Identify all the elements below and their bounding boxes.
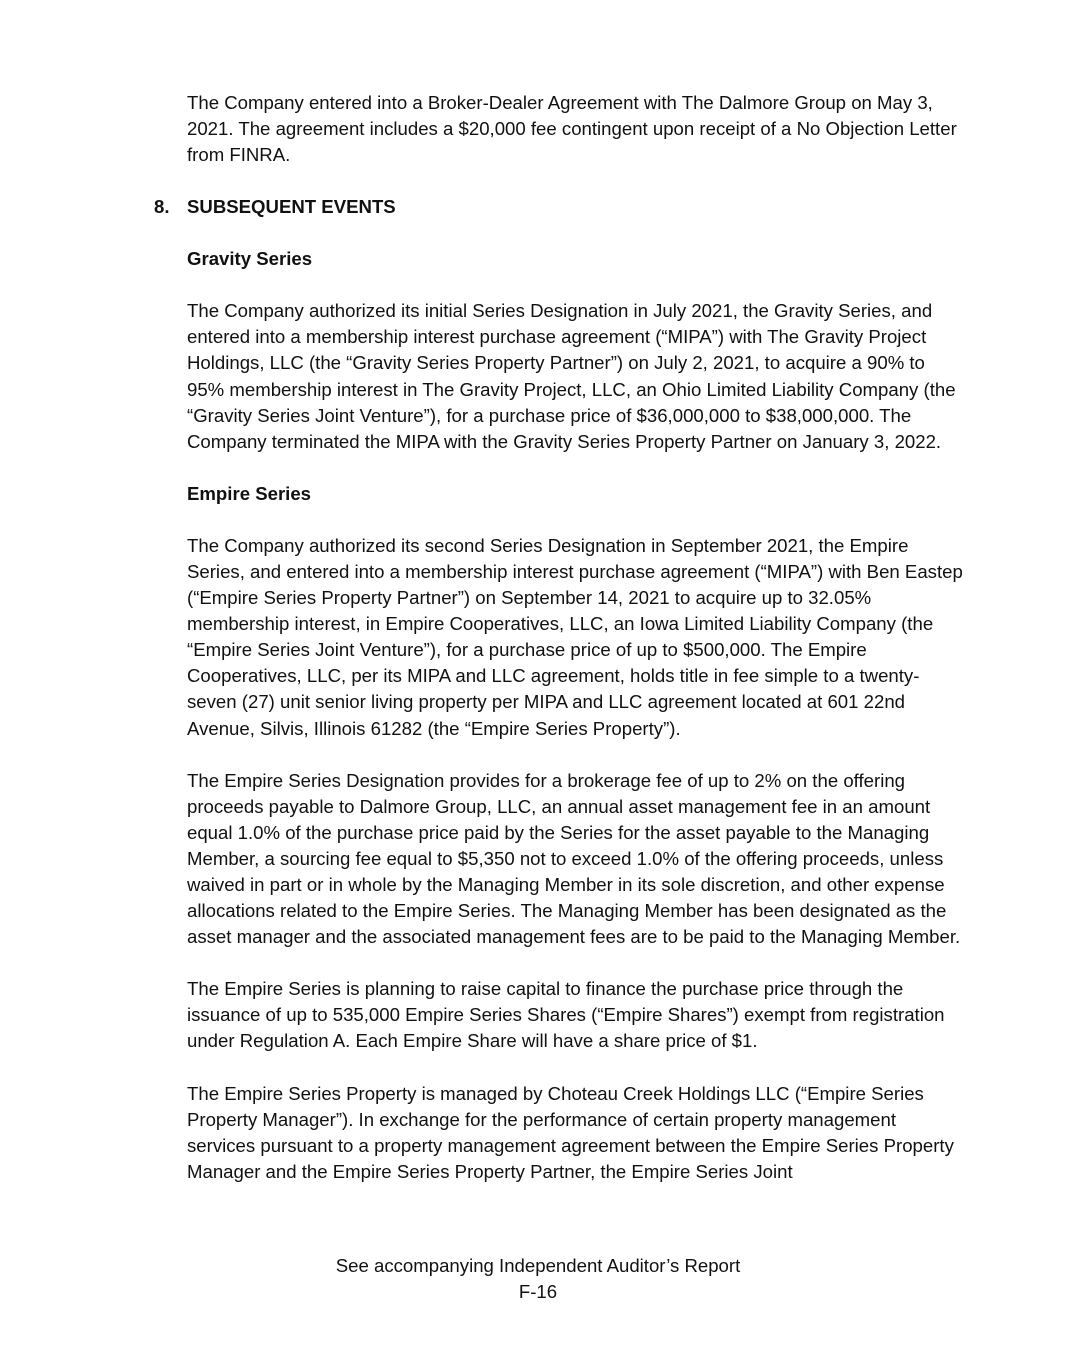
section-number: 8. xyxy=(154,196,170,218)
page-content xyxy=(154,90,967,1185)
spacer xyxy=(187,1055,967,1081)
spacer xyxy=(187,168,967,194)
empire-series-paragraph-4: The Empire Series Property is managed by Choteau Creek Holdings LLC (“Empire Series Property Manager”). In exchange for the performance of certain property management services pursuant to a property management agreement between the Empire Series Property Manager and the Empire Series Property Partner, the Empire Series Joint xyxy=(187,1082,954,1182)
spacer xyxy=(187,507,967,533)
empire-series-heading: Empire Series xyxy=(187,482,312,504)
gravity-series-paragraph: The Company authorized its initial Series Designation in July 2021, the Gravity Series, and entered into a membership interest purchase agreement (“MIPA”) with The Gravity Project Holdings, LLC (the “Gravity Series Property Partner”) on July 2, 2021, to acquire a 90% to 95% membership interest in The Gravity Project, LLC, an Ohio Limited Liability Company (the “Gravity Series Joint Venture”), for a purchase price of $36,000,000 to $38,000,000. The Company terminated the MIPA with the Gravity Series Property Partner on January 3, 2022. xyxy=(187,300,956,452)
page-number: F-16 xyxy=(518,1281,558,1302)
empire-series-paragraph-1: The Company authorized its second Series Designation in September 2021, the Empire Series, and entered into a membership interest purchase agreement (“MIPA”) with Ben Eastep (“Empire Series Property Partner”) on September 14, 2021 to acquire up to 32.05% membership interest, in Empire Cooperatives, LLC, an Iowa Limited Liability Company (the “Empire Series Joint Venture”), for a purchase price of up to $500,000. The Empire Cooperatives, LLC, per its MIPA and LLC agreement, holds title in fee simple to a twenty-seven (27) unit senior living property per MIPA and LLC agreement located at 601 22nd Avenue, Silvis, Illinois 61282 (the “Empire Series Property”). xyxy=(187,534,963,739)
spacer xyxy=(187,220,967,246)
empire-series-paragraph-2: The Empire Series Designation provides for a brokerage fee of up to 2% on the offering proceeds payable to Dalmore Group, LLC, an annual asset management fee in an amount equal 1.0% of the purchase price paid by the Series for the asset payable to the Managing Member, a sourcing fee equal to $5,350 not to exceed 1.0% of the offering proceeds, unless waived in part or in whole by the Managing Member in its sole discretion, and other expense allocations related to the Empire Series. The Managing Member has been designated as the asset manager and the associated management fees are to be paid to the Managing Member. xyxy=(187,769,961,948)
section-title: SUBSEQUENT EVENTS xyxy=(187,196,396,218)
gravity-series-heading: Gravity Series xyxy=(187,248,313,270)
spacer xyxy=(187,455,967,481)
empire-series-paragraph-3: The Empire Series is planning to raise capital to finance the purchase price through the issuance of up to 535,000 Empire Series Shares (“Empire Shares”) exempt from registration under Regulation A. Each Empire Share will have a share price of $1. xyxy=(187,978,945,1052)
spacer xyxy=(187,272,967,298)
spacer xyxy=(187,950,967,976)
footer-auditor-note: See accompanying Independent Auditor’s Report xyxy=(335,1255,741,1276)
spacer xyxy=(187,742,967,768)
section-heading xyxy=(154,194,967,220)
intro-paragraph: The Company entered into a Broker-Dealer Agreement with The Dalmore Group on May 3, 2021. The agreement includes a $20,000 fee contingent upon receipt of a No Objection Letter from FINRA. xyxy=(187,92,957,166)
